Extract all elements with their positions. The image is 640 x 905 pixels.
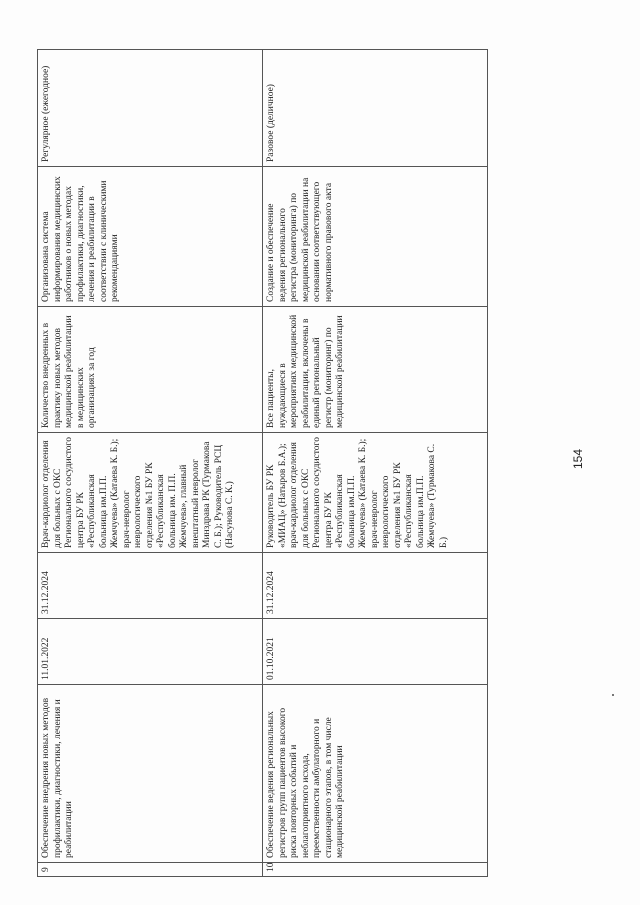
indicator: Количество внедренных в практику новых методов медицинской реабилитации в медицинских организациях за год [38,307,263,433]
responsible-persons: Руководитель БУ РК «МИАЦ» (Натыров Б.А.); врач-кардиолог отделения для больных с ОКС Регионального сосудистого центра БУ РК «Республиканская больница им.П.П. Жемчуева» (Катаева К. Б.); врач-невролог неврологического отделения №1 БУ РК «Республиканская больница им.П.П. Жемчуева» (Турмакова С. Б.) [263,433,488,553]
indicator: Все пациенты, нуждающиеся в мероприятиях медицинской реабилитации, включены в единый региональный регистр (мониторинг) по медицинской реабилитации [263,307,488,433]
expected-result: Создание и обеспечение ведения регионального регистра (мониторинга) по медицинской реабилитации на основании соответствующего нормативного правового акта [263,167,488,307]
activity-name: Обеспечение ведения региональных регистров групп пациентов высокого риска повторных событий и неблагоприятного исхода, преемственности амбулаторного и стационарного этапов, в том числе медицинской реабилитации [263,685,488,863]
scan-speck [612,694,614,696]
rotated-table-wrapper [37,50,487,877]
end-date: 31.12.2024 [263,553,488,619]
periodicity: Регулярное (ежегодное) [38,50,263,167]
activities-table [37,49,488,877]
table-row [38,50,263,877]
table-row [263,50,488,877]
end-date: 31.12.2024 [38,553,263,619]
row-number: 9 [38,863,263,877]
page-number: 154 [571,448,586,470]
start-date: 11.01.2022 [38,619,263,685]
expected-result: Организована система информирования медицинских работников о новых методах профилактики, диагностики, лечения и реабилитации в соответствии с клиническими рекомендациями [38,167,263,307]
periodicity: Разовое (деличное) [263,50,488,167]
activity-name: Обеспечение внедрения новых методов профилактики, диагностики, лечения и реабилитации [38,685,263,863]
row-number: 10 [263,863,488,877]
start-date: 01.10.2021 [263,619,488,685]
responsible-persons: Врач-кардиолог отделения для больных с ОКС Регионального сосудистого центра БУ РК «Республиканская больница им.П.П. Жемчуева» (Катаева К. Б.); врач-невролог неврологического отделения №1 БУ РК «Республиканская больница им. П.П. Жемчуева», главный внештатный невролог Минздрава РК (Турмакова С. Б.); Руководитель РСЦ (Насунова С. К.) [38,433,263,553]
